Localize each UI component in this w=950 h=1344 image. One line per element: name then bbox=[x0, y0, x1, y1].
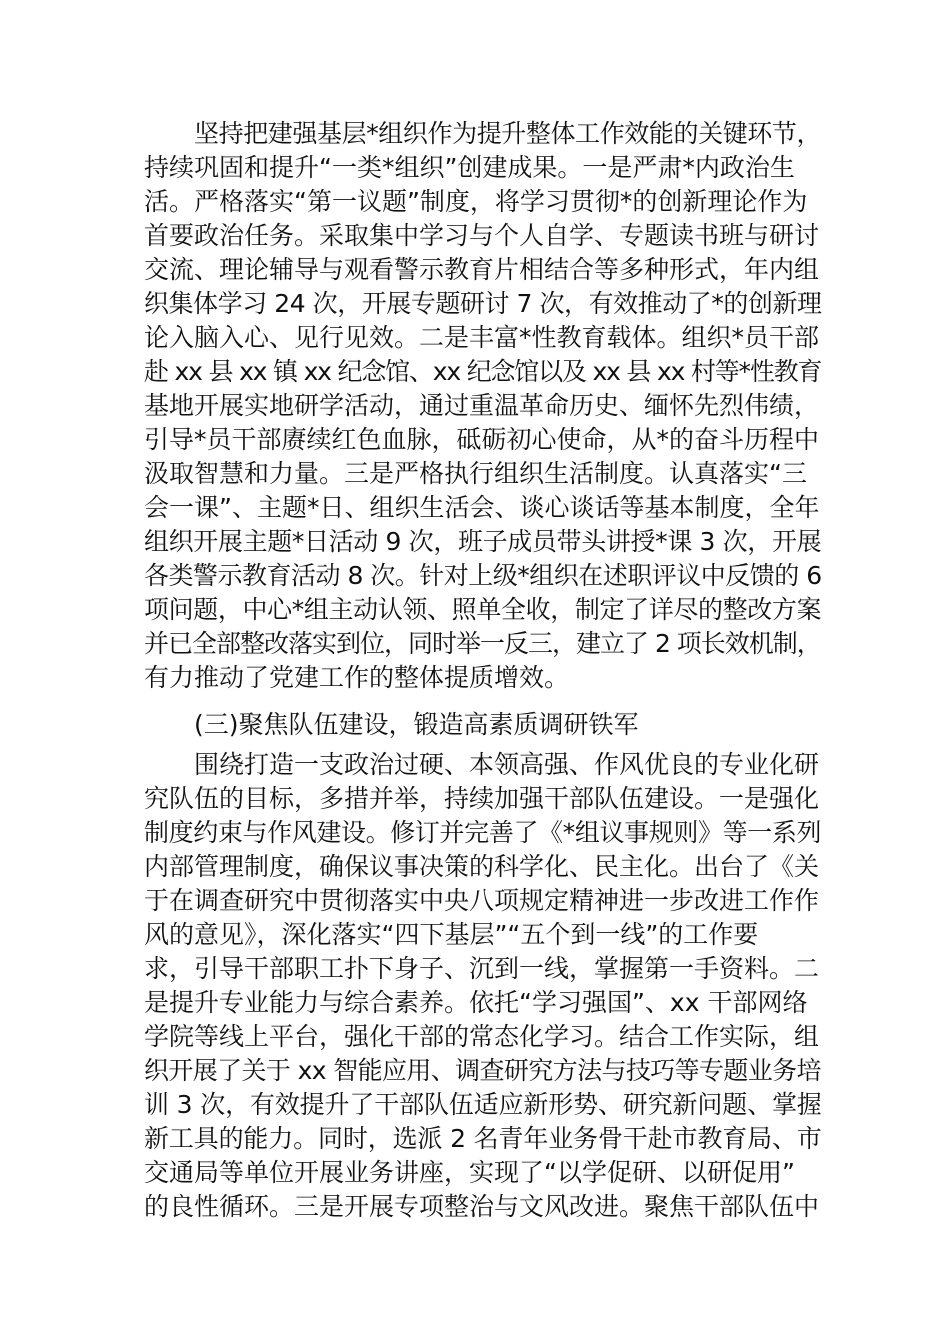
text-line: 汲取智慧和力量。三是严格执行组织生活制度。认真落实“三 bbox=[144, 459, 807, 488]
text-line: 织集体学习 24 次，开展专题研讨 7 次，有效推动了*的创新理 bbox=[144, 289, 822, 318]
text-line: 赴 xx 县 xx 镇 xx 纪念馆、xx 纪念馆以及 xx 县 xx 村等*性教育 bbox=[144, 357, 822, 386]
text-line: 于在调查研究中贯彻落实中央八项规定精神进一步改进工作作 bbox=[144, 886, 820, 915]
text-line: 内部管理制度，确保议事决策的科学化、民主化。出台了《关 bbox=[144, 852, 820, 881]
section-heading: (三)聚焦队伍建设，锻造高素质调研铁军 bbox=[194, 710, 639, 739]
text-line: 组织开展主题*日活动 9 次，班子成员带头讲授*课 3 次，开展 bbox=[144, 527, 822, 556]
text-line: 有力推动了党建工作的整体提质增效。 bbox=[144, 663, 570, 692]
text-line: 训 3 次，有效提升了干部队伍适应新形势、研究新问题、掌握 bbox=[144, 1090, 822, 1119]
text-line: 引导*员干部赓续红色血脉，砥砺初心使命，从*的奋斗历程中 bbox=[144, 425, 820, 454]
text-line: 织开展了关于 xx 智能应用、调查研究方法与技巧等专题业务培 bbox=[144, 1056, 821, 1085]
text-line: 学院等线上平台，强化干部的常态化学习。结合工作实际，组 bbox=[144, 1022, 820, 1051]
text-line: 究队伍的目标，多措并举，持续加强干部队伍建设。一是强化 bbox=[144, 784, 820, 813]
text-line: 活。严格落实“第一议题”制度，将学习贯彻*的创新理论作为 bbox=[144, 187, 808, 216]
text-line: 坚持把建强基层*组织作为提升整体工作效能的关键环节， bbox=[194, 119, 822, 148]
text-line: 持续巩固和提升“一类*组织”创建成果。一是严肃*内政治生 bbox=[144, 153, 795, 182]
text-line: 交流、理论辅导与观看警示教育片相结合等多种形式，年内组 bbox=[144, 255, 820, 284]
text-line: 并已全部整改落实到位，同时举一反三，建立了 2 项长效机制， bbox=[144, 629, 821, 658]
text-line: 项问题，中心*组主动认领、照单全收，制定了详尽的整改方案 bbox=[144, 595, 822, 624]
text-line: 的良性循环。三是开展专项整治与文风改进。聚焦干部队伍中 bbox=[144, 1192, 820, 1221]
text-line: 论入脑入心、见行见效。二是丰富*性教育载体。组织*员干部 bbox=[144, 323, 820, 352]
text-line: 会一课”、主题*日、组织生活会、谈心谈话等基本制度，全年 bbox=[144, 493, 820, 522]
text-line: 围绕打造一支政治过硬、本领高强、作风优良的专业化研 bbox=[194, 750, 820, 779]
text-line: 基地开展实地研学活动，通过重温革命历史、缅怀先烈伟绩， bbox=[144, 391, 820, 420]
text-line: 求，引导干部职工扑下身子、沉到一线，掌握第一手资料。二 bbox=[144, 954, 820, 983]
text-line: 新工具的能力。同时，选派 2 名青年业务骨干赴市教育局、市 bbox=[144, 1124, 822, 1153]
text-line: 各类警示教育活动 8 次。针对上级*组织在述职评议中反馈的 6 bbox=[144, 561, 822, 590]
text-line: 是提升专业能力与综合素养。依托“学习强国”、xx 干部网络 bbox=[144, 988, 808, 1017]
text-line: 风的意见》，深化落实“四下基层”“五个到一线”的工作要 bbox=[144, 920, 759, 949]
text-line: 制度约束与作风建设。修订并完善了《*组议事规则》等一系列 bbox=[144, 818, 822, 847]
text-line: 交通局等单位开展业务讲座，实现了“以学促研、以研促用” bbox=[144, 1158, 795, 1187]
text-line: 首要政治任务。采取集中学习与个人自学、专题读书班与研讨 bbox=[144, 221, 820, 250]
